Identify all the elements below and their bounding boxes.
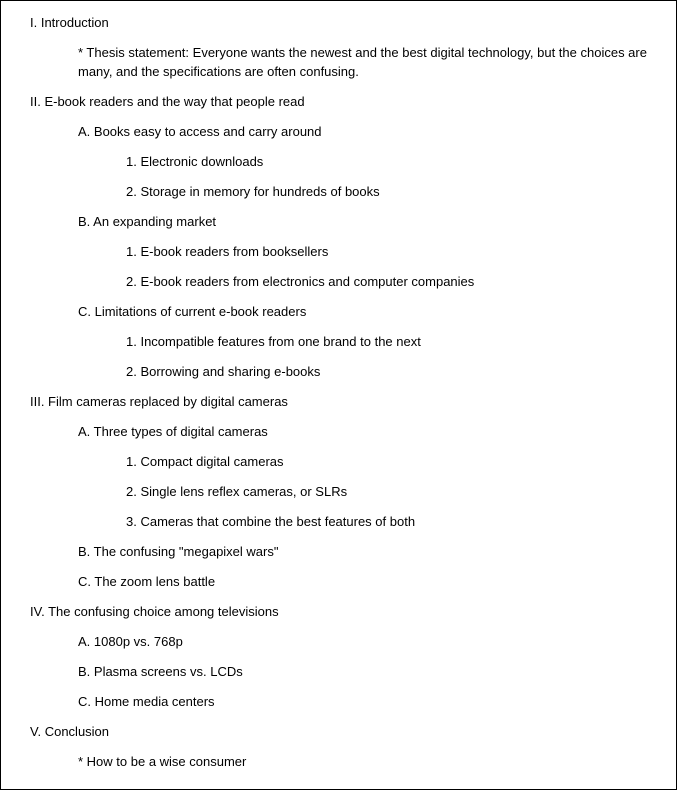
outline-point: 1. Electronic downloads [126,154,264,169]
outline-point: 2. E-book readers from electronics and computer companies [126,274,475,289]
outline-point: 1. Incompatible features from one brand to the next [126,334,421,349]
subsection-item: A. 1080p vs. 768p [78,634,183,649]
section-heading: II. E-book readers and the way that people read [30,94,305,109]
outline-point: 2. Storage in memory for hundreds of books [126,184,380,199]
outline-point: 2. Single lens reflex cameras, or SLRs [126,484,348,499]
subsection-item: A. Three types of digital cameras [78,424,268,439]
section-heading: V. Conclusion [30,724,110,739]
outline-point: 1. E-book readers from booksellers [126,244,329,259]
outline-point: 3. Cameras that combine the best features of both [126,514,416,529]
section-heading: I. Introduction [30,15,109,30]
subsection-item: C. The zoom lens battle [78,574,216,589]
outline-point: 2. Borrowing and sharing e-books [126,364,321,379]
thesis-statement: * Thesis statement: Everyone wants the newest and the best digital technology, but the choices are many, and the specifications are often confusing. [78,45,647,79]
section-heading: III. Film cameras replaced by digital cameras [30,394,288,409]
outline-point: 1. Compact digital cameras [126,454,284,469]
subsection-item: B. Plasma screens vs. LCDs [78,664,243,679]
subsection-item: C. Home media centers [78,694,215,709]
conclusion-note: * How to be a wise consumer [78,754,247,769]
subsection-item: C. Limitations of current e-book readers [78,304,307,319]
subsection-item: B. The confusing "megapixel wars" [78,544,279,559]
section-heading: IV. The confusing choice among televisions [30,604,279,619]
subsection-item: A. Books easy to access and carry around [78,124,322,139]
subsection-item: B. An expanding market [78,214,217,229]
